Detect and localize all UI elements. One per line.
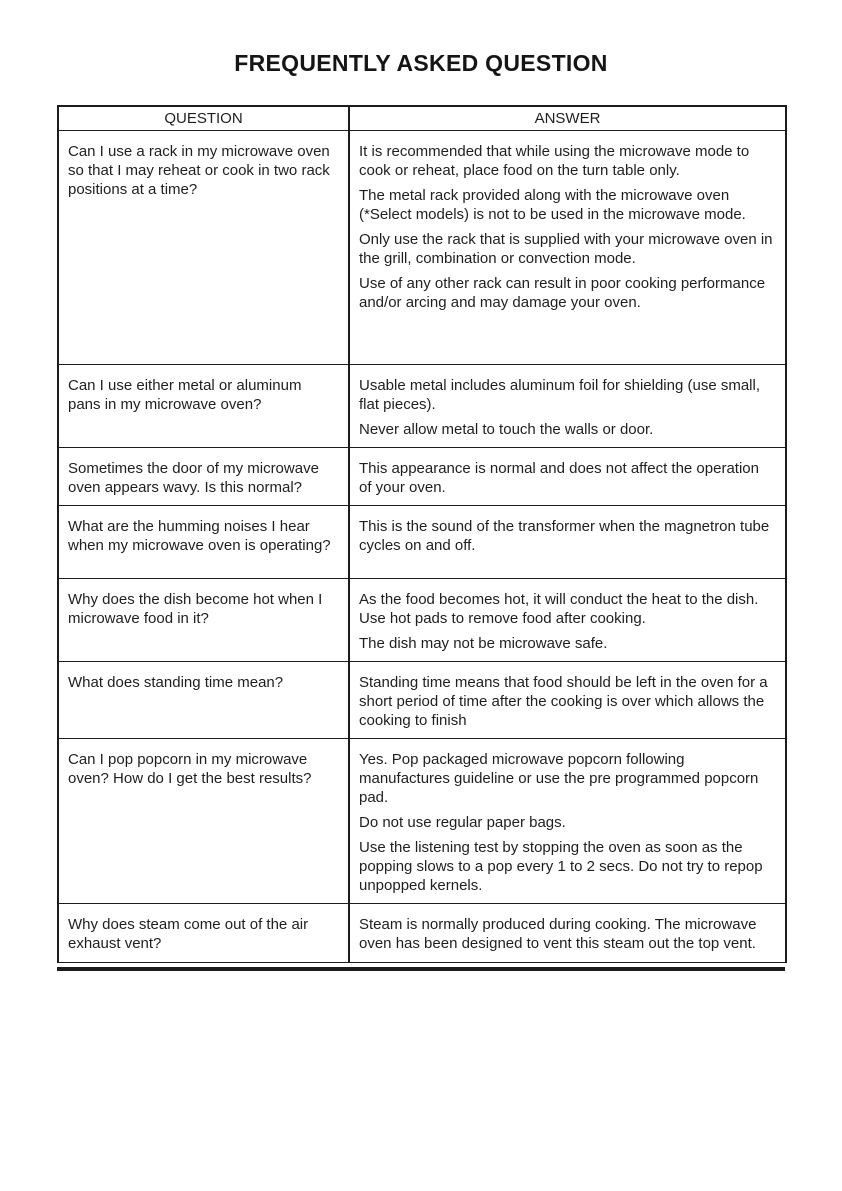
question-cell [58,904,349,963]
table-header-row [58,106,786,131]
table-row [58,131,786,365]
answer-paragraph: This appearance is normal and does not affect the operation of your oven. [359,460,759,496]
question-text: Sometimes the door of my microwave oven appears wavy. Is this normal? [68,460,319,496]
question-cell [58,739,349,904]
question-cell [58,662,349,739]
answer-paragraph: It is recommended that while using the microwave mode to cook or reheat, place food on the turn table only. [359,143,750,179]
table-row [58,365,786,448]
question-text: Why does steam come out of the air exhaust vent? [68,916,309,952]
answer-paragraph: As the food becomes hot, it will conduct the heat to the dish. Use hot pads to remove food after cooking. [359,591,759,627]
answer-paragraph: The metal rack provided along with the microwave oven (*Select models) is not to be used in the microwave mode. [359,187,746,223]
page-title: FREQUENTLY ASKED QUESTION [234,50,608,76]
answer-cell [349,662,786,739]
column-header-answer: ANSWER [349,106,786,131]
question-cell [58,131,349,365]
answer-paragraph: Only use the rack that is supplied with your microwave oven in the grill, combination or convection mode. [359,231,773,267]
table-row [58,904,786,963]
question-text: What are the humming noises I hear when my microwave oven is operating? [68,518,331,554]
question-cell [58,579,349,662]
question-text: Can I use either metal or aluminum pans in my microwave oven? [68,377,302,413]
table-row [58,448,786,506]
answer-paragraph: Never allow metal to touch the walls or door. [359,421,654,438]
table-bottom-rule [57,967,785,971]
answer-cell [349,904,786,963]
question-cell [58,365,349,448]
table-row [58,739,786,904]
answer-paragraph: Do not use regular paper bags. [359,814,566,831]
answer-cell [349,131,786,365]
answer-cell [349,506,786,579]
answer-paragraph: Yes. Pop packaged microwave popcorn following manufactures guideline or use the pre programmed popcorn pad. [359,751,759,806]
answer-paragraph: Steam is normally produced during cooking. The microwave oven has been designed to vent this steam out the top vent. [359,916,757,952]
answer-paragraph: Usable metal includes aluminum foil for shielding (use small, flat pieces). [359,377,761,413]
table-row [58,579,786,662]
answer-cell [349,579,786,662]
answer-cell [349,739,786,904]
answer-paragraph: Use the listening test by stopping the oven as soon as the popping slows to a pop every 1 to 2 secs. Do not try to repop unpopped kernels. [359,839,763,894]
question-text: Can I use a rack in my microwave oven so that I may reheat or cook in two rack positions at a time? [68,143,330,198]
question-text: What does standing time mean? [68,674,284,691]
question-text: Can I pop popcorn in my microwave oven? How do I get the best results? [68,751,312,787]
answer-paragraph: The dish may not be microwave safe. [359,635,608,652]
answer-paragraph: Use of any other rack can result in poor cooking performance and/or arcing and may damage your oven. [359,275,766,311]
table-row [58,506,786,579]
answer-paragraph: This is the sound of the transformer when the magnetron tube cycles on and off. [359,518,770,554]
answer-cell [349,448,786,506]
question-cell [58,506,349,579]
answer-cell [349,365,786,448]
column-header-question: QUESTION [58,106,349,131]
question-text: Why does the dish become hot when I microwave food in it? [68,591,323,627]
table-row [58,662,786,739]
faq-table [57,105,787,963]
question-cell [58,448,349,506]
answer-paragraph: Standing time means that food should be left in the oven for a short period of time after the cooking is over which allows the cooking to finish [359,674,768,729]
